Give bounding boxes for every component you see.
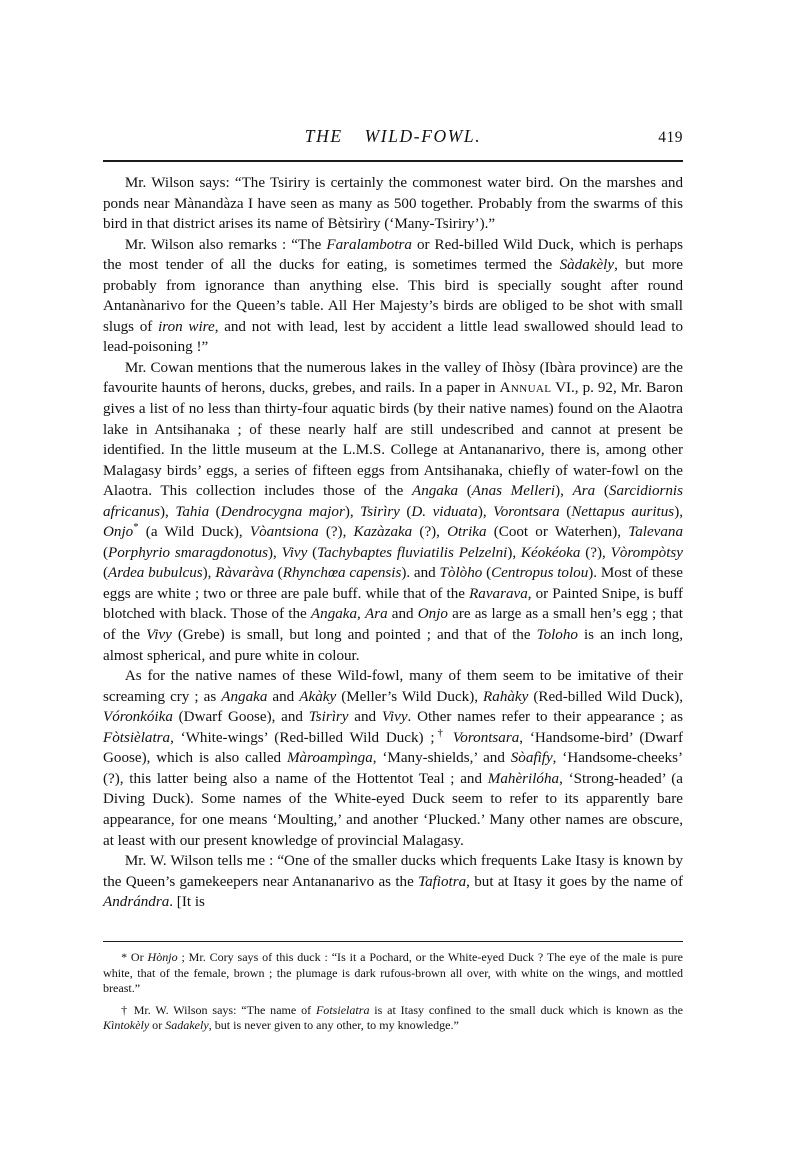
- paragraph: [103, 358, 683, 666]
- text-run: ),: [202, 565, 216, 582]
- text-run: is an inch long, almost spherical, and pure white in colour.: [103, 627, 684, 664]
- italic-term: Rhynchœa capensis: [282, 565, 402, 582]
- italic-term: Tsirìry: [360, 503, 400, 520]
- italic-term: Màroampìnga: [286, 750, 373, 767]
- text-run: ),: [555, 483, 573, 500]
- italic-term: Rahàky: [483, 688, 529, 705]
- running-head: [103, 126, 683, 152]
- italic-term: Dendrocygna major: [220, 503, 345, 520]
- italic-term: Mahèrilóha: [487, 770, 560, 787]
- italic-term: Ravarava: [469, 585, 528, 602]
- text-run: ,: [357, 606, 365, 623]
- text-run: Mr. Wilson also remarks : “The: [124, 236, 327, 253]
- italic-term: Vivy: [281, 544, 308, 561]
- text-run: VI., p. 92, Mr. Baron gives a list of no less than thirty-four aquatic birds (by their native names) found on the Alaotra lake in Antsihanaka ; of these nearly half are still undescribed and cannot at present be identified. In the little museum at the L.M.S. College at Antananarivo, there is, among other Malagasy birds’ eggs, a series of fifteen eggs from Antsihanaka, chiefly of water-fowl on the Alaotra. This collection includes those of the: [103, 380, 684, 500]
- italic-term: Fotsielatra: [315, 1002, 370, 1017]
- text-run: (Grebe) is small, but long and pointed ; and that of the: [171, 627, 537, 644]
- italic-term: Sadakely: [165, 1018, 209, 1033]
- page-number: 419: [658, 129, 683, 146]
- text-run: , ‘Strong-headed’ (a Diving Duck). Some names of the White-eyed Duck seem to refer to its apparently bare appearance, for one means ‘Moulting,’ and another ‘Plucked.’ Many other names are obscure, at least with our present knowledge of provincial Malagasy.: [103, 770, 684, 849]
- italic-term: Centropus tolou: [491, 565, 589, 582]
- text-run: (Meller’s Wild Duck),: [336, 688, 484, 705]
- italic-term: Sòafìfy: [510, 750, 553, 767]
- text-run: (: [559, 503, 572, 520]
- italic-term: Angaka: [221, 688, 268, 705]
- footnote-rule: [103, 941, 683, 942]
- italic-term: Ara: [572, 483, 596, 500]
- italic-term: Nettapus auritus: [571, 503, 675, 520]
- italic-term: Tsirìry: [308, 709, 349, 726]
- text-run: (: [273, 565, 283, 582]
- italic-term: Vòrompòtsy: [610, 544, 683, 561]
- text-run: are as large as a small hen’s egg ; that of the: [103, 606, 683, 644]
- italic-term: Faralambotra: [326, 236, 412, 253]
- text-run: ). Most of these eggs are white ; two or three are pale buff. while that of the: [103, 565, 683, 602]
- text-run: , but at Itasy it goes by the name of: [466, 873, 683, 890]
- text-run: ),: [344, 503, 361, 520]
- text-run: . Other names refer to their appearance ; as: [407, 709, 683, 726]
- text-run: [446, 730, 453, 746]
- text-run: As for the native names of these Wild-fowl, many of them seem to be imitative of their screaming cry ; as: [103, 668, 683, 705]
- text-run: (?),: [318, 524, 354, 541]
- text-run: , ‘Many-shields,’ and: [372, 750, 511, 767]
- text-run: (a Wild Duck),: [138, 524, 250, 541]
- text-run: ),: [160, 503, 176, 520]
- italic-term: Ràvaràva: [215, 565, 274, 582]
- italic-term: Porphyrio smaragdonotus: [108, 544, 268, 561]
- text-run: (: [209, 503, 221, 520]
- text-run: (: [399, 503, 412, 520]
- italic-term: Angaka: [411, 483, 459, 500]
- italic-term: iron wire: [158, 318, 215, 335]
- text-run: (: [307, 544, 318, 561]
- body-text: [103, 173, 683, 913]
- footnote-marker: *: [133, 521, 139, 534]
- text-run: Mr. Cowan mentions that the numerous lakes in the valley of Ihòsy (Ibàra province) are the favourite haunts of herons, ducks, grebes, and rails. In a paper in: [103, 359, 683, 397]
- page-content: [103, 0, 683, 1170]
- italic-term: Hònjo: [147, 950, 178, 964]
- italic-term: Sàdakèly: [559, 257, 615, 274]
- italic-term: Akàky: [299, 688, 337, 705]
- text-run: ),: [477, 503, 494, 520]
- text-run: . [It is: [169, 894, 205, 911]
- italic-term: Tachybaptes fluviatilis Pelzelni: [317, 544, 508, 561]
- italic-term: Angaka: [310, 606, 358, 623]
- italic-term: Onjo: [103, 524, 134, 541]
- text-run: (: [458, 483, 472, 500]
- footnote: [103, 950, 683, 997]
- italic-term: Vivy: [146, 627, 172, 644]
- text-run: and: [348, 709, 382, 726]
- italic-term: Vorontsara: [452, 729, 520, 746]
- paragraph: [103, 173, 683, 235]
- text-run: (?),: [580, 544, 611, 561]
- italic-term: Ardea bubulcus: [108, 565, 203, 582]
- text-run: ; Mr. Cory says of this duck : “Is it a Pochard, or the White-eyed Duck ? The eye of the male is pure white, that of the female, brown ; the plumage is dark rufous-brown all over, with white on the wings, and mottled breast.”: [103, 950, 683, 996]
- running-head-title: THE WILD-FOWL.: [304, 126, 482, 146]
- text-run: (Coot or Waterhen),: [486, 524, 629, 541]
- italic-term: Vorontsara: [493, 503, 560, 520]
- text-run: , ‘Handsome-cheeks’ (?), this latter being also a name of the Hottentot Teal ; and: [103, 750, 683, 787]
- italic-term: Onjo: [417, 606, 448, 623]
- italic-term: Kìntokèly: [103, 1018, 150, 1033]
- text-run: (?),: [412, 524, 448, 541]
- header-rule: [103, 160, 683, 162]
- text-run: ). and: [401, 565, 440, 582]
- text-run: is at Itasy confined to the small duck which is known as the: [369, 1002, 683, 1017]
- italic-term: Toloho: [536, 627, 578, 644]
- text-run: (: [482, 565, 492, 582]
- italic-term: Vòantsiona: [249, 524, 319, 541]
- paragraph: [103, 851, 683, 913]
- footnotes-block: [103, 950, 683, 1034]
- text-run: (: [103, 565, 109, 582]
- text-run: (: [103, 544, 109, 561]
- paragraph: [103, 235, 683, 358]
- text-run: , but more probably from ignorance than anything else. This bird is specially sought after round Antanànarivo for the Queen’s table. All Her Majesty’s birds are obliged to be shot with small slugs of: [103, 257, 683, 335]
- text-run: † Mr. W. Wilson says: “The name of: [121, 1002, 316, 1017]
- text-run: , but is never given to any other, to my knowledge.”: [208, 1018, 459, 1033]
- text-run: and: [387, 606, 418, 623]
- text-run: Mr. W. Wilson tells me : “One of the smaller ducks which frequents Lake Itasy is known by the Queen’s gamekeepers near Antananarivo as the: [103, 853, 683, 890]
- italic-term: Talevana: [628, 524, 683, 541]
- italic-term: D. viduata: [411, 503, 478, 520]
- italic-term: Ara: [364, 606, 388, 623]
- text-run: ),: [267, 544, 282, 561]
- text-run: (: [595, 483, 609, 500]
- footnote-marker: †: [434, 726, 446, 739]
- text-run: Mr. Wilson says: “The Tsiriry is certainly the commonest water bird. On the marshes and ponds near Mànandàza I have seen as many as 500 together. Probably from the swarms of this bird in that district arises its name of Bètsirìry (‘Many-Tsiriry’).”: [103, 175, 683, 233]
- italic-term: Tafiotra: [418, 873, 467, 890]
- text-run: and: [267, 688, 300, 705]
- italic-term: Tahia: [175, 503, 210, 520]
- text-run: , ‘White-wings’ (Red-billed Wild Duck) ;: [170, 729, 435, 746]
- paragraph: [103, 666, 683, 851]
- italic-term: Vóronkóika: [103, 709, 173, 726]
- text-run: (Red-billed Wild Duck),: [528, 688, 683, 705]
- italic-term: Fòtsièlatra: [103, 729, 171, 746]
- text-run: , and not with lead, lest by accident a little lead swallowed should lead to lead-poisoning !”: [103, 318, 683, 356]
- text-run: * Or: [121, 950, 148, 964]
- italic-term: Otrika: [447, 524, 487, 541]
- italic-term: Sarcidiornis africanus: [103, 483, 683, 520]
- text-run: (Dwarf Goose), and: [172, 709, 309, 726]
- text-run: ),: [507, 544, 521, 561]
- italic-term: Vivy: [381, 709, 408, 726]
- italic-term: Tòlòho: [439, 565, 483, 582]
- text-run: , ‘Handsome-bird’ (Dwarf Goose), which is also called: [103, 729, 683, 767]
- italic-term: Kéokéoka: [520, 544, 581, 561]
- italic-term: Kazàzaka: [353, 524, 413, 541]
- small-caps-term: Annual: [499, 380, 552, 397]
- italic-term: Anas Melleri: [471, 483, 556, 500]
- footnote: [103, 1003, 683, 1034]
- italic-term: Andrándra: [103, 894, 170, 911]
- text-run: , or Painted Snipe, is buff blotched with black. Those of the: [103, 585, 683, 623]
- text-run: ),: [674, 503, 683, 520]
- text-run: or: [149, 1018, 166, 1033]
- text-run: or Red-billed Wild Duck, which is perhaps the most tender of all the ducks for eating, is sometimes termed the: [103, 236, 683, 274]
